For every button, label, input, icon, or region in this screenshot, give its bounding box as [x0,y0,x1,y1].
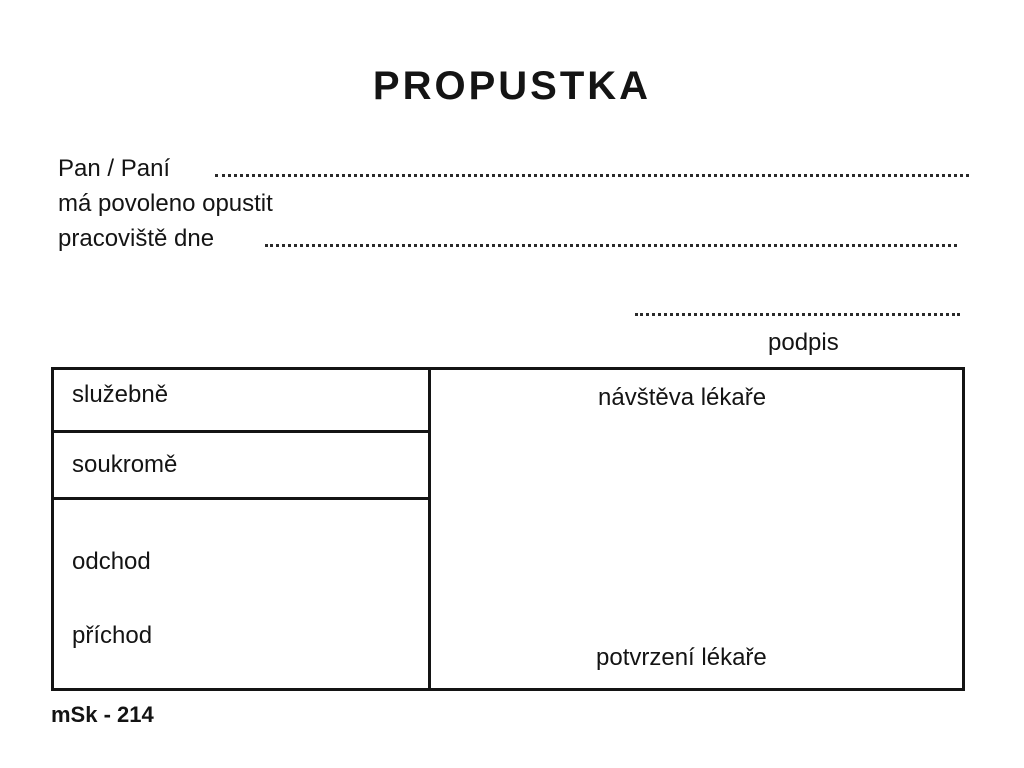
form-table [51,367,965,691]
date-label: pracoviště dne [58,225,215,252]
departure-label: odchod [72,548,151,575]
signature-line[interactable] [635,313,960,316]
form-title: PROPUSTKA [372,64,652,108]
doctor-confirmation-label: potvrzení lékaře [596,644,767,671]
name-field-line[interactable] [215,174,969,177]
reason-business[interactable]: služebně [72,381,169,408]
table-divider-vertical [428,367,431,691]
reason-private[interactable]: soukromě [72,451,178,478]
table-divider-row-2 [51,497,431,500]
table-divider-row-1 [51,430,431,433]
date-field-line[interactable] [265,244,957,247]
permission-text: má povoleno opustit [58,190,273,217]
doctor-visit-label: návštěva lékaře [598,384,767,411]
form-code: mSk - 214 [51,702,154,727]
arrival-label: příchod [72,622,153,649]
signature-label: podpis [768,329,839,356]
name-label: Pan / Paní [58,155,171,182]
